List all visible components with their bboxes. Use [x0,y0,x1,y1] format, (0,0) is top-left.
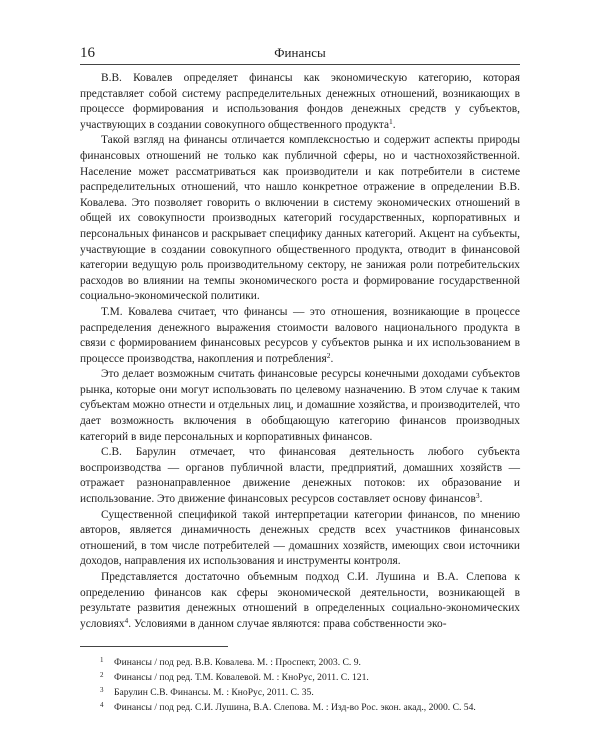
header-rule [80,64,520,65]
body-text [80,71,520,632]
paragraph-6: Существенной спецификой такой интерпретации категории финансов, по мнению авторов, является динамичность денежных средств всех участников финансовых отношений, в том числе потребителей — домашних хозяйств, имеющих свои источники доходов, направления их использования и инструменты контроля. [80,508,520,568]
paragraph-4: Это делает возможным считать финансовые ресурсы конечными доходами субъектов рынка, которые они могут использовать по целевому назначению. В этом случае к таким субъектам можно отнести и отдельных лиц, и домашние хозяйства, и производителей, что дает возможность включения в обобщающую категорию финансов производных категорий в виде персональных и корпоративных финансов. [80,368,520,443]
paragraph-7: Представляется достаточно объемным подход С.И. Лушина и В.А. Слепова к определению финансов как сферы экономической деятельности, возникающей в результате развития денежных отношений в определенных социально-экономических условиях$^4$. Условиями в данном случае являются: права собственности эко- [80,571,520,630]
paragraph-1: В.В. Ковалев определяет финансы как экономическую категорию, которая представляет собой систему распределительных денежных отношений, возникающих в процессе формирования и использования фондов денежных средств у субъектов, участвующих в создании совокупного общественного продукта$^1$. [80,72,520,131]
footnote-mark: 2 [100,671,104,679]
footnote-1 [100,655,520,670]
footnote-3 [100,685,520,700]
paragraph-5: С.В. Барулин отмечает, что финансовая деятельность любого субъекта воспроизводства — органов публичной власти, предприятий, домашних хозяйств — отражает разнонаправленное движение денежных потоков: их образование и использование. Это движение финансовых ресурсов составляет основу финансов$^3$. [80,446,520,506]
footnote-rule [80,646,228,647]
footnote-text: Финансы / под ред. С.И. Лушина, В.А. Слепова. М. : Изд-во Рос. экон. акад., 2000. С. 54. [114,702,476,713]
footnote-ref-3[interactable]: 3 [475,491,480,501]
running-title: Финансы [274,45,326,60]
paragraph-3: Т.М. Ковалева считает, что финансы — это отношения, возникающие в процессе распределения денежного выражения стоимости валового национального продукта в связи с формированием финансовых ресурсов у субъектов рынка и их использованием в процессе производства, накопления и потребления$^2$. [80,305,520,365]
footnote-mark: 1 [100,656,104,664]
footnote-ref-2[interactable]: 2 [326,350,331,360]
footnotes [100,655,520,715]
footnote-mark: 4 [100,701,104,709]
page-number: 16 [80,45,95,61]
footnote-2 [100,670,520,685]
footnote-4 [100,700,520,715]
footnote-ref-4[interactable]: 4 [124,615,129,625]
footnote-text: Финансы / под ред. В.В. Ковалева. М. : Проспект, 2003. С. 9. [114,657,361,668]
footnote-ref-1[interactable]: 1 [389,116,393,126]
footnote-text: Финансы / под ред. Т.М. Ковалевой. М. : КноРус, 2011. С. 121. [114,672,369,683]
paragraph-2: Такой взгляд на финансы отличается комплексностью и содержит аспекты природы финансовых отношений не только как публичной сферы, но и частнохозяйственной. Население может рассматриваться как производители и как потребители в системе распределительных отношений, что нашло конкретное отражение в определении В.В. Ковалева. Это позволяет говорить о включении в систему экономических отношений в общей их совокупности производных категорий государственных, корпоративных и персональных финансов и раскрывает специфику данных категорий. Акцент на субъекты, участвующие в создании совокупного общественного продукта, отводит в финансовой категории ведущую роль производительному сектору, не занижая роли потребительских расходов во влиянии на темпы экономического роста и формирование государственной социально-экономической политики. [80,134,520,303]
footnote-text: Барулин С.В. Финансы. М. : КноРус, 2011. С. 35. [114,687,314,698]
footnote-mark: 3 [100,686,104,694]
